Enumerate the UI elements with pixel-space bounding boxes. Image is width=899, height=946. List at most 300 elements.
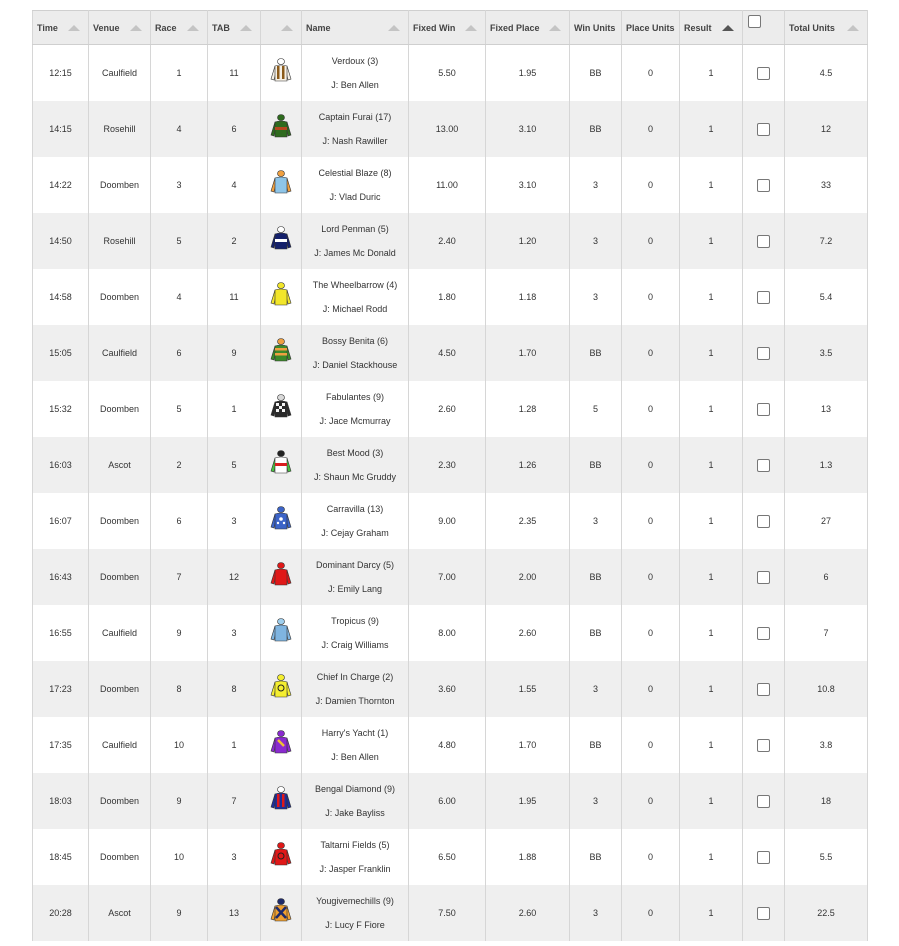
column-header-name[interactable]	[302, 11, 409, 45]
cell-fixed-place: 3.10	[486, 157, 570, 213]
cell-tab: 9	[208, 325, 261, 381]
column-header-silk[interactable]	[261, 11, 302, 45]
table-row	[33, 101, 868, 157]
cell-fixed-place: 2.60	[486, 605, 570, 661]
cell-select	[743, 717, 785, 773]
cell-tab: 11	[208, 45, 261, 102]
cell-time: 15:32	[33, 381, 89, 437]
cell-race: 8	[151, 661, 208, 717]
cell-win-units: 3	[570, 773, 622, 829]
table-row	[33, 717, 868, 773]
cell-name	[302, 45, 409, 102]
cell-venue: Caulfield	[89, 325, 151, 381]
cell-fixed-win: 6.50	[409, 829, 486, 885]
cell-win-units: 3	[570, 269, 622, 325]
cell-time: 18:45	[33, 829, 89, 885]
horse-name: Bengal Diamond (9)	[314, 784, 396, 794]
jockey-name: J: Shaun Mc Gruddy	[313, 472, 397, 482]
cell-race: 5	[151, 381, 208, 437]
cell-select	[743, 381, 785, 437]
cell-venue: Doomben	[89, 661, 151, 717]
column-header-label: Fixed Place	[490, 22, 540, 33]
jockey-name: J: Daniel Stackhouse	[312, 360, 398, 370]
column-header-label: Fixed Win	[413, 22, 456, 33]
cell-name	[302, 437, 409, 493]
cell-venue: Doomben	[89, 157, 151, 213]
horse-name: The Wheelbarrow (4)	[312, 280, 398, 290]
cell-win-units: 5	[570, 381, 622, 437]
table-row	[33, 437, 868, 493]
row-checkbox[interactable]	[757, 851, 770, 864]
cell-name	[302, 493, 409, 549]
table-row	[33, 549, 868, 605]
cell-total-units: 3.8	[785, 717, 868, 773]
select-all-checkbox[interactable]	[748, 15, 761, 28]
horse-name: Yougivemechills (9)	[316, 896, 394, 906]
jockey-name: J: Damien Thornton	[315, 696, 395, 706]
cell-fixed-place: 2.00	[486, 549, 570, 605]
cell-tab: 2	[208, 213, 261, 269]
jockey-name: J: Vlad Duric	[329, 192, 381, 202]
cell-fixed-win: 6.00	[409, 773, 486, 829]
cell-time: 17:23	[33, 661, 89, 717]
cell-result: 1	[680, 661, 743, 717]
table-row	[33, 661, 868, 717]
cell-place-units: 0	[622, 549, 680, 605]
cell-venue: Ascot	[89, 885, 151, 941]
cell-place-units: 0	[622, 45, 680, 102]
cell-race: 9	[151, 885, 208, 941]
cell-silk	[261, 213, 302, 269]
cell-fixed-place: 1.26	[486, 437, 570, 493]
cell-time: 18:03	[33, 773, 89, 829]
cell-silk	[261, 829, 302, 885]
cell-fixed-place: 2.35	[486, 493, 570, 549]
cell-place-units: 0	[622, 157, 680, 213]
cell-place-units: 0	[622, 773, 680, 829]
cell-select	[743, 605, 785, 661]
table-row	[33, 45, 868, 102]
cell-race: 4	[151, 101, 208, 157]
row-checkbox[interactable]	[757, 683, 770, 696]
cell-select	[743, 213, 785, 269]
cell-name	[302, 325, 409, 381]
cell-select	[743, 661, 785, 717]
table-body	[33, 45, 868, 942]
cell-win-units: 3	[570, 661, 622, 717]
cell-tab: 6	[208, 101, 261, 157]
cell-race: 3	[151, 157, 208, 213]
cell-total-units: 7.2	[785, 213, 868, 269]
cell-name	[302, 829, 409, 885]
cell-total-units: 13	[785, 381, 868, 437]
cell-venue: Doomben	[89, 773, 151, 829]
race-bets-table	[32, 10, 868, 941]
table-row	[33, 773, 868, 829]
cell-silk	[261, 157, 302, 213]
cell-result: 1	[680, 157, 743, 213]
cell-silk	[261, 45, 302, 102]
cell-silk	[261, 549, 302, 605]
silk-band-icon	[269, 449, 293, 481]
cell-result: 1	[680, 325, 743, 381]
silk-stars-icon	[269, 505, 293, 537]
cell-place-units: 0	[622, 885, 680, 941]
cell-select	[743, 157, 785, 213]
horse-name: Bossy Benita (6)	[321, 336, 389, 346]
silk-logo-icon	[269, 841, 293, 873]
cell-tab: 12	[208, 549, 261, 605]
cell-win-units: BB	[570, 437, 622, 493]
sort-arrow-icon	[240, 25, 252, 31]
cell-venue: Rosehill	[89, 101, 151, 157]
cell-silk	[261, 717, 302, 773]
cell-place-units: 0	[622, 493, 680, 549]
horse-name: Taltarni Fields (5)	[320, 840, 390, 850]
table-row	[33, 605, 868, 661]
cell-venue: Doomben	[89, 493, 151, 549]
table-row	[33, 829, 868, 885]
row-checkbox[interactable]	[757, 347, 770, 360]
cell-place-units: 0	[622, 101, 680, 157]
header-row	[33, 11, 868, 45]
row-checkbox[interactable]	[757, 739, 770, 752]
cell-race: 6	[151, 325, 208, 381]
cell-fixed-win: 2.60	[409, 381, 486, 437]
jockey-name: J: Craig Williams	[321, 640, 389, 650]
cell-silk	[261, 325, 302, 381]
column-header-label: Result	[684, 22, 712, 33]
column-header-venue[interactable]	[89, 11, 151, 45]
cell-total-units: 33	[785, 157, 868, 213]
jockey-name: J: Ben Allen	[331, 752, 379, 762]
silk-band-icon	[269, 113, 293, 145]
horse-name: Harry's Yacht (1)	[321, 728, 389, 738]
horse-name: Carravilla (13)	[326, 504, 384, 514]
cell-result: 1	[680, 437, 743, 493]
cell-fixed-place: 1.95	[486, 45, 570, 102]
jockey-name: J: James Mc Donald	[314, 248, 396, 258]
column-header-total-units[interactable]	[785, 11, 868, 45]
silk-checks-icon	[269, 393, 293, 425]
column-header-label: Win Units	[574, 22, 616, 33]
cell-time: 14:22	[33, 157, 89, 213]
cell-time: 14:50	[33, 213, 89, 269]
cell-result: 1	[680, 45, 743, 102]
horse-name: Celestial Blaze (8)	[318, 168, 392, 178]
cell-win-units: BB	[570, 717, 622, 773]
cell-fixed-win: 5.50	[409, 45, 486, 102]
cell-total-units: 5.4	[785, 269, 868, 325]
row-checkbox[interactable]	[757, 403, 770, 416]
cell-select	[743, 101, 785, 157]
cell-total-units: 6	[785, 549, 868, 605]
cell-place-units: 0	[622, 717, 680, 773]
cell-select	[743, 773, 785, 829]
row-checkbox[interactable]	[757, 515, 770, 528]
cell-total-units: 18	[785, 773, 868, 829]
cell-name	[302, 661, 409, 717]
horse-name: Chief In Charge (2)	[316, 672, 394, 682]
jockey-name: J: Cejay Graham	[321, 528, 389, 538]
silk-logo-icon	[269, 673, 293, 705]
table-row	[33, 381, 868, 437]
cell-fixed-place: 1.20	[486, 213, 570, 269]
cell-venue: Doomben	[89, 269, 151, 325]
cell-race: 2	[151, 437, 208, 493]
cell-total-units: 5.5	[785, 829, 868, 885]
row-checkbox[interactable]	[757, 291, 770, 304]
cell-result: 1	[680, 213, 743, 269]
cell-select	[743, 493, 785, 549]
cell-name	[302, 717, 409, 773]
table-row	[33, 493, 868, 549]
cell-name	[302, 605, 409, 661]
column-header-label: Race	[155, 22, 177, 33]
cell-time: 14:15	[33, 101, 89, 157]
jockey-name: J: Emily Lang	[327, 584, 383, 594]
cell-race: 10	[151, 717, 208, 773]
cell-select	[743, 325, 785, 381]
cell-total-units: 7	[785, 605, 868, 661]
cell-name	[302, 773, 409, 829]
row-checkbox[interactable]	[757, 907, 770, 920]
cell-venue: Ascot	[89, 437, 151, 493]
silk-plain-icon	[269, 617, 293, 649]
cell-total-units: 4.5	[785, 45, 868, 102]
cell-win-units: 3	[570, 493, 622, 549]
cell-place-units: 0	[622, 213, 680, 269]
column-header-label: Name	[306, 22, 331, 33]
cell-time: 16:07	[33, 493, 89, 549]
horse-name: Fabulantes (9)	[325, 392, 385, 402]
sort-arrow-icon	[549, 25, 561, 31]
cell-fixed-win: 7.50	[409, 885, 486, 941]
cell-fixed-place: 1.18	[486, 269, 570, 325]
cell-fixed-place: 1.88	[486, 829, 570, 885]
cell-name	[302, 213, 409, 269]
cell-time: 15:05	[33, 325, 89, 381]
column-header-win-units[interactable]	[570, 11, 622, 45]
column-header-time[interactable]	[33, 11, 89, 45]
cell-race: 5	[151, 213, 208, 269]
column-header-fixed-place[interactable]	[486, 11, 570, 45]
cell-silk	[261, 493, 302, 549]
column-header-race[interactable]	[151, 11, 208, 45]
cell-fixed-place: 1.28	[486, 381, 570, 437]
row-checkbox[interactable]	[757, 179, 770, 192]
cell-time: 12:15	[33, 45, 89, 102]
row-checkbox[interactable]	[757, 459, 770, 472]
cell-tab: 4	[208, 157, 261, 213]
silk-cross-icon	[269, 897, 293, 929]
cell-result: 1	[680, 717, 743, 773]
cell-venue: Caulfield	[89, 45, 151, 102]
cell-result: 1	[680, 605, 743, 661]
jockey-name: J: Jace Mcmurray	[319, 416, 391, 426]
cell-select	[743, 549, 785, 605]
cell-tab: 3	[208, 493, 261, 549]
cell-silk	[261, 885, 302, 941]
cell-name	[302, 381, 409, 437]
cell-win-units: BB	[570, 101, 622, 157]
cell-venue: Caulfield	[89, 605, 151, 661]
sort-arrow-icon	[187, 25, 199, 31]
table-row	[33, 213, 868, 269]
cell-race: 6	[151, 493, 208, 549]
cell-place-units: 0	[622, 381, 680, 437]
sort-arrow-icon	[465, 25, 477, 31]
cell-fixed-win: 1.80	[409, 269, 486, 325]
silk-band-icon	[269, 225, 293, 257]
cell-fixed-win: 9.00	[409, 493, 486, 549]
cell-result: 1	[680, 269, 743, 325]
cell-win-units: BB	[570, 829, 622, 885]
cell-venue: Doomben	[89, 829, 151, 885]
table-row	[33, 325, 868, 381]
cell-race: 10	[151, 829, 208, 885]
jockey-name: J: Ben Allen	[331, 80, 379, 90]
column-header-label: TAB	[212, 22, 230, 33]
cell-time: 16:43	[33, 549, 89, 605]
column-header-label: Total Units	[789, 22, 835, 33]
cell-time: 17:35	[33, 717, 89, 773]
cell-total-units: 22.5	[785, 885, 868, 941]
cell-result: 1	[680, 381, 743, 437]
cell-name	[302, 269, 409, 325]
sort-arrow-icon-active	[722, 25, 734, 31]
jockey-name: J: Lucy F Fiore	[325, 920, 385, 930]
cell-silk	[261, 773, 302, 829]
cell-race: 9	[151, 773, 208, 829]
silk-sleeves-icon	[269, 169, 293, 201]
cell-name	[302, 101, 409, 157]
cell-tab: 1	[208, 717, 261, 773]
cell-fixed-place: 1.95	[486, 773, 570, 829]
cell-time: 16:55	[33, 605, 89, 661]
cell-race: 9	[151, 605, 208, 661]
jockey-name: J: Michael Rodd	[322, 304, 388, 314]
cell-total-units: 12	[785, 101, 868, 157]
row-checkbox[interactable]	[757, 795, 770, 808]
cell-race: 7	[151, 549, 208, 605]
cell-name	[302, 549, 409, 605]
jockey-name: J: Jasper Franklin	[319, 864, 391, 874]
row-checkbox[interactable]	[757, 627, 770, 640]
silk-plain-icon	[269, 281, 293, 313]
cell-win-units: 3	[570, 157, 622, 213]
column-header-place-units[interactable]	[622, 11, 680, 45]
row-checkbox[interactable]	[757, 235, 770, 248]
cell-tab: 11	[208, 269, 261, 325]
cell-select	[743, 269, 785, 325]
sort-arrow-icon	[68, 25, 80, 31]
cell-fixed-win: 3.60	[409, 661, 486, 717]
silk-plain-icon	[269, 561, 293, 593]
cell-win-units: 3	[570, 885, 622, 941]
cell-fixed-win: 8.00	[409, 605, 486, 661]
cell-result: 1	[680, 885, 743, 941]
row-checkbox[interactable]	[757, 571, 770, 584]
cell-fixed-win: 2.40	[409, 213, 486, 269]
cell-select	[743, 437, 785, 493]
horse-name: Dominant Darcy (5)	[315, 560, 395, 570]
sort-arrow-icon	[281, 25, 293, 31]
cell-total-units: 3.5	[785, 325, 868, 381]
cell-total-units: 10.8	[785, 661, 868, 717]
cell-venue: Doomben	[89, 381, 151, 437]
cell-win-units: 3	[570, 213, 622, 269]
silk-stripes-icon	[269, 57, 293, 89]
cell-tab: 13	[208, 885, 261, 941]
sort-arrow-icon	[847, 25, 859, 31]
cell-tab: 8	[208, 661, 261, 717]
cell-venue: Doomben	[89, 549, 151, 605]
table-row	[33, 885, 868, 941]
cell-place-units: 0	[622, 605, 680, 661]
cell-select	[743, 885, 785, 941]
cell-fixed-place: 1.55	[486, 661, 570, 717]
table-row	[33, 269, 868, 325]
cell-name	[302, 885, 409, 941]
cell-fixed-win: 4.50	[409, 325, 486, 381]
column-header-result[interactable]	[680, 11, 743, 45]
column-header-tab[interactable]	[208, 11, 261, 45]
cell-venue: Rosehill	[89, 213, 151, 269]
cell-result: 1	[680, 549, 743, 605]
cell-tab: 5	[208, 437, 261, 493]
row-checkbox[interactable]	[757, 123, 770, 136]
cell-time: 16:03	[33, 437, 89, 493]
cell-silk	[261, 605, 302, 661]
cell-place-units: 0	[622, 269, 680, 325]
cell-fixed-place: 1.70	[486, 325, 570, 381]
cell-silk	[261, 269, 302, 325]
row-checkbox[interactable]	[757, 67, 770, 80]
cell-silk	[261, 101, 302, 157]
cell-win-units: BB	[570, 325, 622, 381]
cell-time: 14:58	[33, 269, 89, 325]
jockey-name: J: Nash Rawiller	[322, 136, 388, 146]
cell-tab: 1	[208, 381, 261, 437]
cell-result: 1	[680, 829, 743, 885]
column-header-fixed-win[interactable]	[409, 11, 486, 45]
cell-silk	[261, 381, 302, 437]
horse-name: Best Mood (3)	[326, 448, 384, 458]
cell-win-units: BB	[570, 605, 622, 661]
horse-name: Verdoux (3)	[331, 56, 379, 66]
cell-select	[743, 45, 785, 102]
cell-race: 1	[151, 45, 208, 102]
cell-tab: 7	[208, 773, 261, 829]
cell-fixed-place: 3.10	[486, 101, 570, 157]
sort-arrow-icon	[388, 25, 400, 31]
horse-name: Lord Penman (5)	[321, 224, 389, 234]
cell-place-units: 0	[622, 437, 680, 493]
silk-stripes-icon	[269, 785, 293, 817]
jockey-name: J: Jake Bayliss	[325, 808, 385, 818]
silk-sash-icon	[269, 729, 293, 761]
cell-total-units: 1.3	[785, 437, 868, 493]
cell-venue: Caulfield	[89, 717, 151, 773]
column-header-label: Venue	[93, 22, 120, 33]
column-header-select-all[interactable]	[743, 11, 785, 45]
cell-place-units: 0	[622, 325, 680, 381]
cell-tab: 3	[208, 829, 261, 885]
cell-name	[302, 157, 409, 213]
cell-silk	[261, 437, 302, 493]
cell-tab: 3	[208, 605, 261, 661]
